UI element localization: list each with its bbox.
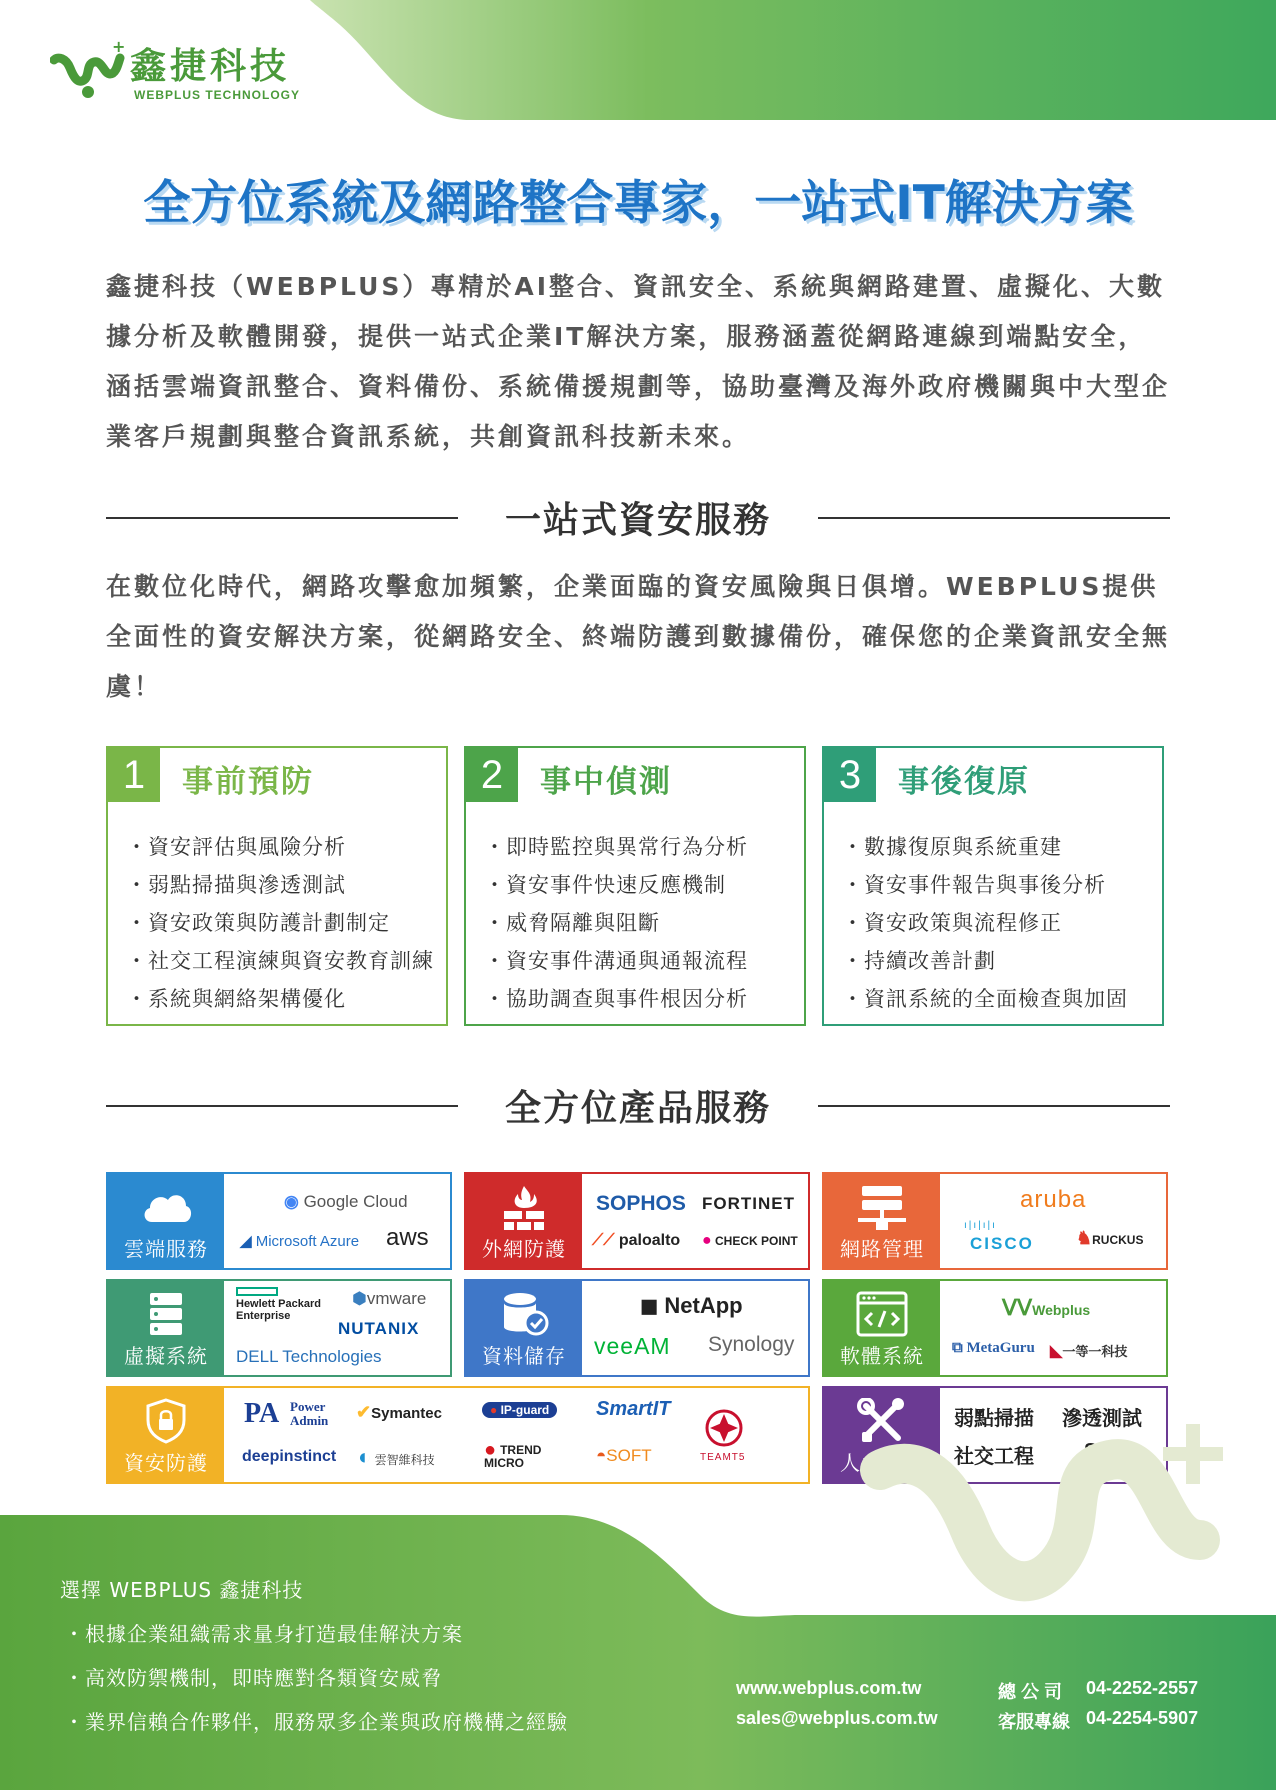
server-icon [138, 1291, 194, 1337]
logo-aruba: aruba [1020, 1186, 1087, 1213]
logo-google-cloud: ◉ Google Cloud [284, 1192, 408, 1211]
category-label: 外網防護 [482, 1237, 566, 1261]
security-section-heading [106, 492, 1170, 542]
product-storage [464, 1279, 810, 1377]
logo-netapp: ◼ NetApp [640, 1293, 743, 1318]
network-icon [854, 1184, 910, 1230]
list-item: ・弱點掃描與滲透測試 [126, 873, 346, 897]
category-label: 軟體系統 [840, 1344, 924, 1368]
category-tile [108, 1388, 224, 1482]
category-tile [824, 1174, 940, 1268]
logo-cisco-bars: ı|ı|ı|ı [964, 1220, 997, 1231]
shield-lock-icon [138, 1398, 194, 1444]
logo-pa: PA [244, 1398, 280, 1429]
brand-name-cn: 鑫捷科技 [130, 46, 291, 87]
service-pentest: 滲透測試 [1062, 1406, 1142, 1430]
logo-ipguard: ● IP-guard [482, 1402, 557, 1418]
logo-teamt5-mark [704, 1408, 744, 1448]
logo-nutanix: NUTANIX [338, 1319, 420, 1338]
logo-esoft: ◓SOFT [596, 1446, 652, 1465]
list-item: ・社交工程演練與資安教育訓練 [126, 949, 434, 973]
logo-microsoft-azure: ◢ Microsoft Azure [240, 1233, 360, 1250]
divider-right [818, 1105, 1170, 1107]
logo-metaguru: ⧉ MetaGuru [952, 1340, 1035, 1356]
list-item: ・系統與網絡架構優化 [126, 987, 346, 1011]
product-network [822, 1172, 1168, 1270]
category-label: 資料儲存 [482, 1344, 566, 1368]
cloud-icon [138, 1184, 194, 1230]
cs-phone-label: 客服專線 [998, 1712, 1070, 1732]
category-tile [108, 1281, 224, 1375]
footer-point: ・根據企業組織需求量身打造最佳解決方案 [64, 1622, 463, 1646]
brand-name-en: WEBPLUS TECHNOLOGY [134, 88, 301, 102]
service-social-engineering: 社交工程 [954, 1444, 1034, 1468]
logo-cisco: CISCO [970, 1234, 1034, 1253]
webplus-logo-icon [50, 40, 128, 102]
category-tile [824, 1281, 940, 1375]
phase-box-1 [106, 746, 448, 1026]
phase-title: 事中偵測 [540, 764, 672, 800]
products-heading-text: 全方位產品服務 [504, 1088, 771, 1129]
logo-smartit: SmartIT [596, 1398, 671, 1420]
logo-hpe-bar [236, 1287, 278, 1296]
list-item: ・資安政策與防護計劃制定 [126, 911, 390, 935]
intro-paragraph: 鑫捷科技（WEBPLUS）專精於AI整合、資訊安全、系統與網路建置、虛擬化、大數據分析及軟體開發，提供一站式企業IT解決方案，服務涵蓋從網路連線到端點安全，涵括雲端資訊整合、資料備份、系統備援規劃等，協助臺灣及海外政府機關與中大型企業客戶規劃與整合資訊系統，共創資訊科技新未來。 [106, 272, 1171, 451]
cs-phone[interactable]: 04-2254-5907 [1086, 1708, 1199, 1728]
category-tile [108, 1174, 224, 1268]
logo-ruckus: ♞RUCKUS [1076, 1228, 1144, 1248]
code-icon [854, 1291, 910, 1337]
phase-box-3 [822, 746, 1164, 1026]
list-item: ・資安評估與風險分析 [126, 835, 346, 859]
security-heading-text: 一站式資安服務 [504, 500, 771, 541]
category-label: 資安防護 [124, 1451, 208, 1475]
divider-right [818, 517, 1170, 519]
logo-veeam: veeAM [594, 1333, 671, 1359]
list-item: ・即時監控與異常行為分析 [484, 835, 748, 859]
product-software [822, 1279, 1168, 1377]
list-item: ・資訊系統的全面檢查與加固 [842, 987, 1128, 1011]
category-label: 網路管理 [840, 1237, 924, 1261]
footer-band [0, 1515, 1276, 1790]
logo-trendmicro: ● TREND MICRO [484, 1439, 542, 1470]
svg-text:+: + [112, 40, 126, 56]
list-item: ・持續改善計劃 [842, 949, 996, 973]
logo-checkpoint: ● CHECK POINT [702, 1232, 798, 1249]
category-tile [466, 1281, 582, 1375]
product-security [106, 1386, 810, 1484]
phase-box-2 [464, 746, 806, 1026]
database-icon [496, 1291, 552, 1337]
list-item: ・資安政策與流程修正 [842, 911, 1062, 935]
logo-deepinstinct: deepinstinct [242, 1448, 337, 1465]
phase-number: 3 [824, 748, 876, 802]
logo-fortinet: FORTINET [702, 1194, 795, 1213]
footer-point: ・高效防禦機制，即時應對各類資安威脅 [64, 1666, 442, 1690]
list-item: ・威脅隔離與阻斷 [484, 911, 660, 935]
footer-point: ・業界信賴合作夥伴，服務眾多企業與政府機構之經驗 [64, 1710, 568, 1734]
logo-sophos: SOPHOS [596, 1192, 686, 1215]
logo-paloalto: ⟋⟋ paloalto [592, 1232, 681, 1249]
footer-title: 選擇 WEBPLUS 鑫捷科技 [60, 1578, 304, 1602]
logo-aws: aws [386, 1224, 429, 1251]
phase-title: 事後復原 [898, 764, 1030, 800]
list-item: ・協助調查與事件根因分析 [484, 987, 748, 1011]
hq-phone[interactable]: 04-2252-2557 [1086, 1678, 1199, 1698]
list-item: ・資安事件溝通與通報流程 [484, 949, 748, 973]
product-cloud [106, 1172, 452, 1270]
logo-yunzhiwei: ◐ 雲智維科技 [358, 1444, 435, 1469]
logo-poweradmin: Power Admin [290, 1399, 329, 1428]
logo-hpe: Hewlett Packard Enterprise [236, 1298, 321, 1322]
phase-title: 事前預防 [182, 764, 314, 800]
email-link[interactable]: sales@webplus.com.tw [736, 1708, 938, 1728]
hq-phone-label: 總 公 司 [998, 1682, 1063, 1702]
phase-number: 2 [466, 748, 518, 802]
logo-symantec: ✔Symantec [356, 1402, 442, 1422]
logo-dell: DELL Technologies [236, 1347, 382, 1366]
category-label: 虛擬系統 [124, 1344, 208, 1368]
list-item: ・資安事件快速反應機制 [484, 873, 726, 897]
list-item: ・資安事件報告與事後分析 [842, 873, 1106, 897]
logo-teamt5: TEAMT5 [700, 1452, 746, 1463]
service-vuln-scan: 弱點掃描 [954, 1406, 1034, 1430]
category-label: 人力服務 [840, 1451, 924, 1475]
category-label: 雲端服務 [124, 1237, 208, 1261]
phase-number: 1 [108, 748, 160, 802]
page-title: 全方位系統及網路整合專家，一站式IT解決方案 [143, 176, 1133, 231]
product-virtualization [106, 1279, 452, 1377]
category-tile [466, 1174, 582, 1268]
firewall-icon [496, 1184, 552, 1230]
products-section-heading [106, 1080, 1170, 1130]
logo-vmware: ⬢vmware [352, 1289, 427, 1308]
security-paragraph: 在數位化時代，網路攻擊愈加頻繁，企業面臨的資安風險與日俱增。WEBPLUS提供全面性的資安解決方案，從網路安全、終端防護到數據備份，確保您的企業資訊安全無虞！ [106, 572, 1171, 701]
service-soc: SOC [1084, 1440, 1128, 1462]
website-link[interactable]: www.webplus.com.tw [736, 1678, 922, 1698]
logo-yideng: ◣一等一科技 [1050, 1343, 1128, 1360]
logo-synology: Synology [708, 1333, 795, 1356]
logo-webplus: ᐯᐯWebplus [1002, 1295, 1091, 1320]
list-item: ・數據復原與系統重建 [842, 835, 1062, 859]
product-firewall [464, 1172, 810, 1270]
